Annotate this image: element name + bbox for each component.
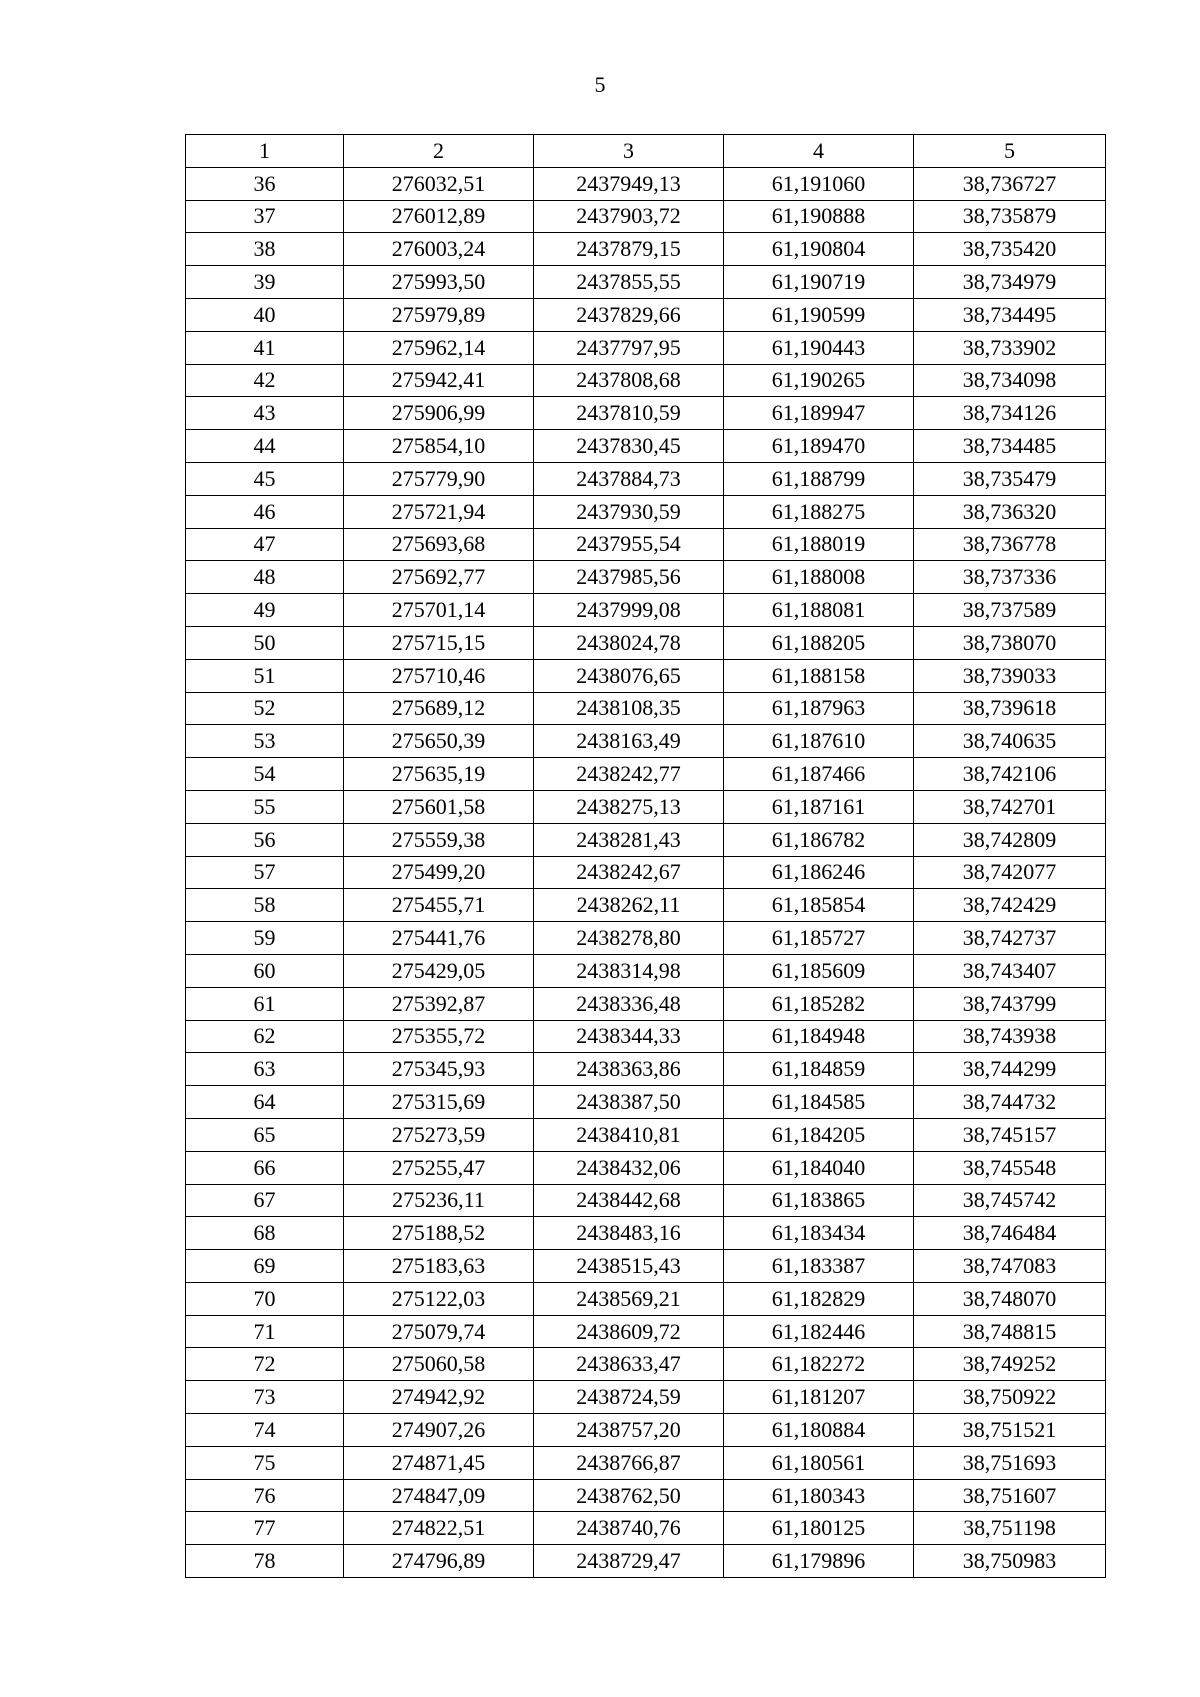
table-cell-col-4: 61,189947	[724, 397, 914, 430]
table-row	[186, 1184, 1106, 1217]
table-cell-col-5: 38,735420	[914, 233, 1106, 266]
table-row	[186, 954, 1106, 987]
table-cell-col-5: 38,736727	[914, 167, 1106, 200]
table-row	[186, 1053, 1106, 1086]
table-row	[186, 987, 1106, 1020]
table-cell-col-4: 61,188205	[724, 626, 914, 659]
table-cell-col-3: 2437810,59	[534, 397, 724, 430]
table-cell-col-1: 43	[186, 397, 344, 430]
table-cell-col-1: 71	[186, 1315, 344, 1348]
table-cell-col-4: 61,187466	[724, 758, 914, 791]
table-cell-col-2: 275854,10	[344, 430, 534, 463]
table-row	[186, 561, 1106, 594]
column-header-3: 3	[534, 135, 724, 168]
table-row	[186, 1217, 1106, 1250]
table-cell-col-1: 54	[186, 758, 344, 791]
table-cell-col-3: 2438275,13	[534, 790, 724, 823]
table-cell-col-3: 2438278,80	[534, 922, 724, 955]
table-cell-col-4: 61,191060	[724, 167, 914, 200]
table-cell-col-1: 65	[186, 1118, 344, 1151]
table-cell-col-4: 61,180561	[724, 1446, 914, 1479]
table-row	[186, 298, 1106, 331]
table-cell-col-4: 61,180125	[724, 1512, 914, 1545]
table-cell-col-2: 274907,26	[344, 1414, 534, 1447]
table-cell-col-4: 61,190599	[724, 298, 914, 331]
table-cell-col-4: 61,190265	[724, 364, 914, 397]
table-cell-col-4: 61,184205	[724, 1118, 914, 1151]
table-cell-col-2: 275779,90	[344, 462, 534, 495]
table-cell-col-3: 2438740,76	[534, 1512, 724, 1545]
table-cell-col-5: 38,737336	[914, 561, 1106, 594]
table-cell-col-3: 2438076,65	[534, 659, 724, 692]
table-cell-col-2: 275979,89	[344, 298, 534, 331]
table-cell-col-5: 38,734126	[914, 397, 1106, 430]
table-cell-col-5: 38,734979	[914, 266, 1106, 299]
table-cell-col-1: 37	[186, 200, 344, 233]
table-cell-col-3: 2438314,98	[534, 954, 724, 987]
table-cell-col-4: 61,187963	[724, 692, 914, 725]
table-cell-col-3: 2438387,50	[534, 1086, 724, 1119]
table-cell-col-2: 275906,99	[344, 397, 534, 430]
table-row	[186, 659, 1106, 692]
table-cell-col-1: 49	[186, 594, 344, 627]
table-cell-col-4: 61,190443	[724, 331, 914, 364]
table-cell-col-2: 275315,69	[344, 1086, 534, 1119]
table-cell-col-2: 275499,20	[344, 856, 534, 889]
table-cell-col-2: 275441,76	[344, 922, 534, 955]
table-cell-col-1: 50	[186, 626, 344, 659]
table-cell-col-4: 61,188158	[724, 659, 914, 692]
table-cell-col-1: 47	[186, 528, 344, 561]
table-cell-col-2: 275236,11	[344, 1184, 534, 1217]
table-cell-col-4: 61,182446	[724, 1315, 914, 1348]
table-cell-col-1: 39	[186, 266, 344, 299]
table-row	[186, 1086, 1106, 1119]
table-cell-col-1: 67	[186, 1184, 344, 1217]
table-cell-col-4: 61,188081	[724, 594, 914, 627]
table-cell-col-4: 61,184585	[724, 1086, 914, 1119]
table-cell-col-5: 38,748070	[914, 1282, 1106, 1315]
table-cell-col-1: 78	[186, 1545, 344, 1578]
table-row	[186, 790, 1106, 823]
table-cell-col-2: 275962,14	[344, 331, 534, 364]
table-row	[186, 823, 1106, 856]
table-cell-col-2: 275559,38	[344, 823, 534, 856]
table-cell-col-2: 275345,93	[344, 1053, 534, 1086]
table-header-row	[186, 135, 1106, 168]
table-cell-col-5: 38,737589	[914, 594, 1106, 627]
table-cell-col-5: 38,735479	[914, 462, 1106, 495]
table-cell-col-3: 2437855,55	[534, 266, 724, 299]
table-cell-col-1: 45	[186, 462, 344, 495]
table-cell-col-1: 61	[186, 987, 344, 1020]
table-cell-col-2: 275060,58	[344, 1348, 534, 1381]
table-cell-col-5: 38,749252	[914, 1348, 1106, 1381]
table-cell-col-1: 57	[186, 856, 344, 889]
table-cell-col-3: 2437879,15	[534, 233, 724, 266]
table-row	[186, 266, 1106, 299]
table-cell-col-1: 64	[186, 1086, 344, 1119]
table-cell-col-4: 61,187161	[724, 790, 914, 823]
column-header-5: 5	[914, 135, 1106, 168]
table-cell-col-3: 2438363,86	[534, 1053, 724, 1086]
table-cell-col-5: 38,746484	[914, 1217, 1106, 1250]
table-row	[186, 1020, 1106, 1053]
table-row	[186, 1151, 1106, 1184]
table-row	[186, 1479, 1106, 1512]
table-cell-col-3: 2437830,45	[534, 430, 724, 463]
table-cell-col-3: 2438432,06	[534, 1151, 724, 1184]
table-cell-col-3: 2437949,13	[534, 167, 724, 200]
table-cell-col-1: 63	[186, 1053, 344, 1086]
table-row	[186, 495, 1106, 528]
table-row	[186, 725, 1106, 758]
table-cell-col-3: 2438483,16	[534, 1217, 724, 1250]
table-cell-col-2: 275122,03	[344, 1282, 534, 1315]
table-cell-col-5: 38,742809	[914, 823, 1106, 856]
table-cell-col-1: 48	[186, 561, 344, 594]
table-cell-col-5: 38,733902	[914, 331, 1106, 364]
table-cell-col-5: 38,734495	[914, 298, 1106, 331]
table-cell-col-3: 2438281,43	[534, 823, 724, 856]
table-cell-col-5: 38,750983	[914, 1545, 1106, 1578]
table-cell-col-4: 61,185854	[724, 889, 914, 922]
table-cell-col-1: 77	[186, 1512, 344, 1545]
table-cell-col-3: 2438609,72	[534, 1315, 724, 1348]
table-cell-col-3: 2437829,66	[534, 298, 724, 331]
table-cell-col-3: 2438724,59	[534, 1381, 724, 1414]
table-row	[186, 758, 1106, 791]
table-row	[186, 200, 1106, 233]
table-cell-col-3: 2438515,43	[534, 1250, 724, 1283]
table-cell-col-1: 41	[186, 331, 344, 364]
table-cell-col-5: 38,734485	[914, 430, 1106, 463]
table-cell-col-4: 61,190719	[724, 266, 914, 299]
table-cell-col-2: 275693,68	[344, 528, 534, 561]
table-cell-col-4: 61,190888	[724, 200, 914, 233]
table-cell-col-5: 38,742737	[914, 922, 1106, 955]
table-cell-col-4: 61,180343	[724, 1479, 914, 1512]
table-cell-col-5: 38,745742	[914, 1184, 1106, 1217]
table-cell-col-3: 2438729,47	[534, 1545, 724, 1578]
table-cell-col-1: 44	[186, 430, 344, 463]
table-row	[186, 594, 1106, 627]
table-cell-col-3: 2438410,81	[534, 1118, 724, 1151]
table-cell-col-2: 275692,77	[344, 561, 534, 594]
table-cell-col-1: 62	[186, 1020, 344, 1053]
table-cell-col-5: 38,745548	[914, 1151, 1106, 1184]
table-cell-col-1: 69	[186, 1250, 344, 1283]
table-cell-col-1: 73	[186, 1381, 344, 1414]
table-cell-col-5: 38,751521	[914, 1414, 1106, 1447]
table-cell-col-1: 46	[186, 495, 344, 528]
table-cell-col-1: 42	[186, 364, 344, 397]
table-cell-col-1: 75	[186, 1446, 344, 1479]
table-row	[186, 692, 1106, 725]
table-cell-col-4: 61,185609	[724, 954, 914, 987]
table-row	[186, 856, 1106, 889]
table-cell-col-2: 275429,05	[344, 954, 534, 987]
table-cell-col-5: 38,751607	[914, 1479, 1106, 1512]
table-cell-col-5: 38,742701	[914, 790, 1106, 823]
table-cell-col-3: 2438569,21	[534, 1282, 724, 1315]
table-cell-col-2: 274871,45	[344, 1446, 534, 1479]
table-cell-col-3: 2438163,49	[534, 725, 724, 758]
table-cell-col-4: 61,186782	[724, 823, 914, 856]
table-cell-col-2: 276012,89	[344, 200, 534, 233]
table-cell-col-4: 61,185727	[724, 922, 914, 955]
table-cell-col-1: 59	[186, 922, 344, 955]
table-row	[186, 626, 1106, 659]
table-cell-col-3: 2438242,67	[534, 856, 724, 889]
table-cell-col-5: 38,744732	[914, 1086, 1106, 1119]
table-row	[186, 462, 1106, 495]
table-cell-col-5: 38,735879	[914, 200, 1106, 233]
table-cell-col-4: 61,188275	[724, 495, 914, 528]
table-cell-col-2: 275601,58	[344, 790, 534, 823]
table-cell-col-4: 61,182272	[724, 1348, 914, 1381]
table-cell-col-5: 38,743407	[914, 954, 1106, 987]
table-cell-col-4: 61,188799	[724, 462, 914, 495]
table-cell-col-2: 275993,50	[344, 266, 534, 299]
table-row	[186, 1315, 1106, 1348]
table-row	[186, 1545, 1106, 1578]
table-cell-col-1: 40	[186, 298, 344, 331]
coordinates-table	[185, 134, 1106, 1578]
table-cell-col-4: 61,188008	[724, 561, 914, 594]
table-cell-col-2: 275942,41	[344, 364, 534, 397]
table-cell-col-3: 2438762,50	[534, 1479, 724, 1512]
table-cell-col-3: 2437903,72	[534, 200, 724, 233]
table-cell-col-4: 61,189470	[724, 430, 914, 463]
table-cell-col-5: 38,739618	[914, 692, 1106, 725]
table-cell-col-2: 275455,71	[344, 889, 534, 922]
table-cell-col-2: 275715,15	[344, 626, 534, 659]
table-cell-col-2: 274847,09	[344, 1479, 534, 1512]
table-row	[186, 1250, 1106, 1283]
table-cell-col-2: 275721,94	[344, 495, 534, 528]
table-row	[186, 1381, 1106, 1414]
table-cell-col-4: 61,183387	[724, 1250, 914, 1283]
table-cell-col-4: 61,181207	[724, 1381, 914, 1414]
table-row	[186, 889, 1106, 922]
table-cell-col-5: 38,742077	[914, 856, 1106, 889]
table-cell-col-1: 76	[186, 1479, 344, 1512]
table-row	[186, 233, 1106, 266]
table-cell-col-4: 61,187610	[724, 725, 914, 758]
table-cell-col-3: 2438336,48	[534, 987, 724, 1020]
table-cell-col-5: 38,742106	[914, 758, 1106, 791]
table-row	[186, 1348, 1106, 1381]
table-cell-col-4: 61,182829	[724, 1282, 914, 1315]
table-cell-col-2: 274822,51	[344, 1512, 534, 1545]
table-row	[186, 167, 1106, 200]
table-cell-col-4: 61,183434	[724, 1217, 914, 1250]
column-header-4: 4	[724, 135, 914, 168]
table-row	[186, 430, 1106, 463]
column-header-2: 2	[344, 135, 534, 168]
table-row	[186, 397, 1106, 430]
table-cell-col-5: 38,736778	[914, 528, 1106, 561]
table-cell-col-3: 2438108,35	[534, 692, 724, 725]
column-header-1: 1	[186, 135, 344, 168]
table-cell-col-5: 38,740635	[914, 725, 1106, 758]
table-cell-col-2: 275255,47	[344, 1151, 534, 1184]
table-cell-col-4: 61,184859	[724, 1053, 914, 1086]
table-cell-col-1: 72	[186, 1348, 344, 1381]
table-cell-col-5: 38,743799	[914, 987, 1106, 1020]
table-cell-col-1: 36	[186, 167, 344, 200]
table-cell-col-5: 38,750922	[914, 1381, 1106, 1414]
table-row	[186, 528, 1106, 561]
table-cell-col-5: 38,743938	[914, 1020, 1106, 1053]
table-cell-col-3: 2437930,59	[534, 495, 724, 528]
table-cell-col-5: 38,745157	[914, 1118, 1106, 1151]
table-cell-col-3: 2437955,54	[534, 528, 724, 561]
table-cell-col-2: 274796,89	[344, 1545, 534, 1578]
table-cell-col-1: 55	[186, 790, 344, 823]
table-cell-col-1: 38	[186, 233, 344, 266]
table-cell-col-2: 275355,72	[344, 1020, 534, 1053]
table-cell-col-3: 2438344,33	[534, 1020, 724, 1053]
table-cell-col-3: 2438442,68	[534, 1184, 724, 1217]
table-cell-col-4: 61,184040	[724, 1151, 914, 1184]
table-cell-col-4: 61,180884	[724, 1414, 914, 1447]
table-cell-col-3: 2437797,95	[534, 331, 724, 364]
page-number: 5	[594, 72, 606, 97]
table-cell-col-3: 2437999,08	[534, 594, 724, 627]
table-cell-col-2: 275650,39	[344, 725, 534, 758]
table-cell-col-4: 61,183865	[724, 1184, 914, 1217]
table-cell-col-2: 275079,74	[344, 1315, 534, 1348]
table-cell-col-3: 2437808,68	[534, 364, 724, 397]
table-row	[186, 1512, 1106, 1545]
table-cell-col-5: 38,738070	[914, 626, 1106, 659]
table-cell-col-1: 68	[186, 1217, 344, 1250]
table-cell-col-1: 74	[186, 1414, 344, 1447]
table-cell-col-5: 38,736320	[914, 495, 1106, 528]
table-cell-col-2: 276003,24	[344, 233, 534, 266]
table-cell-col-1: 53	[186, 725, 344, 758]
table-row	[186, 364, 1106, 397]
table-cell-col-1: 70	[186, 1282, 344, 1315]
table-cell-col-5: 38,751198	[914, 1512, 1106, 1545]
table-cell-col-1: 51	[186, 659, 344, 692]
table-cell-col-1: 56	[186, 823, 344, 856]
table-cell-col-1: 58	[186, 889, 344, 922]
table-cell-col-3: 2438757,20	[534, 1414, 724, 1447]
table-cell-col-2: 275689,12	[344, 692, 534, 725]
table-cell-col-3: 2438024,78	[534, 626, 724, 659]
table-cell-col-2: 274942,92	[344, 1381, 534, 1414]
table-row	[186, 1118, 1106, 1151]
table-cell-col-1: 52	[186, 692, 344, 725]
table-cell-col-2: 275392,87	[344, 987, 534, 1020]
table-cell-col-4: 61,188019	[724, 528, 914, 561]
table-cell-col-5: 38,742429	[914, 889, 1106, 922]
table-row	[186, 1446, 1106, 1479]
table-body	[186, 167, 1106, 1577]
table-cell-col-3: 2438262,11	[534, 889, 724, 922]
table-cell-col-4: 61,186246	[724, 856, 914, 889]
table-cell-col-5: 38,747083	[914, 1250, 1106, 1283]
table-row	[186, 1282, 1106, 1315]
table-cell-col-3: 2438766,87	[534, 1446, 724, 1479]
table-row	[186, 922, 1106, 955]
table-cell-col-2: 275701,14	[344, 594, 534, 627]
table-cell-col-3: 2437884,73	[534, 462, 724, 495]
table-cell-col-1: 66	[186, 1151, 344, 1184]
table-cell-col-2: 275273,59	[344, 1118, 534, 1151]
table-cell-col-5: 38,751693	[914, 1446, 1106, 1479]
table-cell-col-3: 2438242,77	[534, 758, 724, 791]
table-cell-col-5: 38,734098	[914, 364, 1106, 397]
table-cell-col-5: 38,748815	[914, 1315, 1106, 1348]
table-cell-col-3: 2438633,47	[534, 1348, 724, 1381]
table-row	[186, 331, 1106, 364]
table-cell-col-4: 61,184948	[724, 1020, 914, 1053]
table-cell-col-2: 275635,19	[344, 758, 534, 791]
table-cell-col-2: 275183,63	[344, 1250, 534, 1283]
table-cell-col-4: 61,185282	[724, 987, 914, 1020]
table-cell-col-2: 275710,46	[344, 659, 534, 692]
table-cell-col-4: 61,179896	[724, 1545, 914, 1578]
table-cell-col-5: 38,744299	[914, 1053, 1106, 1086]
table-cell-col-1: 60	[186, 954, 344, 987]
table-cell-col-2: 275188,52	[344, 1217, 534, 1250]
table-cell-col-5: 38,739033	[914, 659, 1106, 692]
table-row	[186, 1414, 1106, 1447]
table-cell-col-3: 2437985,56	[534, 561, 724, 594]
table-cell-col-2: 276032,51	[344, 167, 534, 200]
table-cell-col-4: 61,190804	[724, 233, 914, 266]
